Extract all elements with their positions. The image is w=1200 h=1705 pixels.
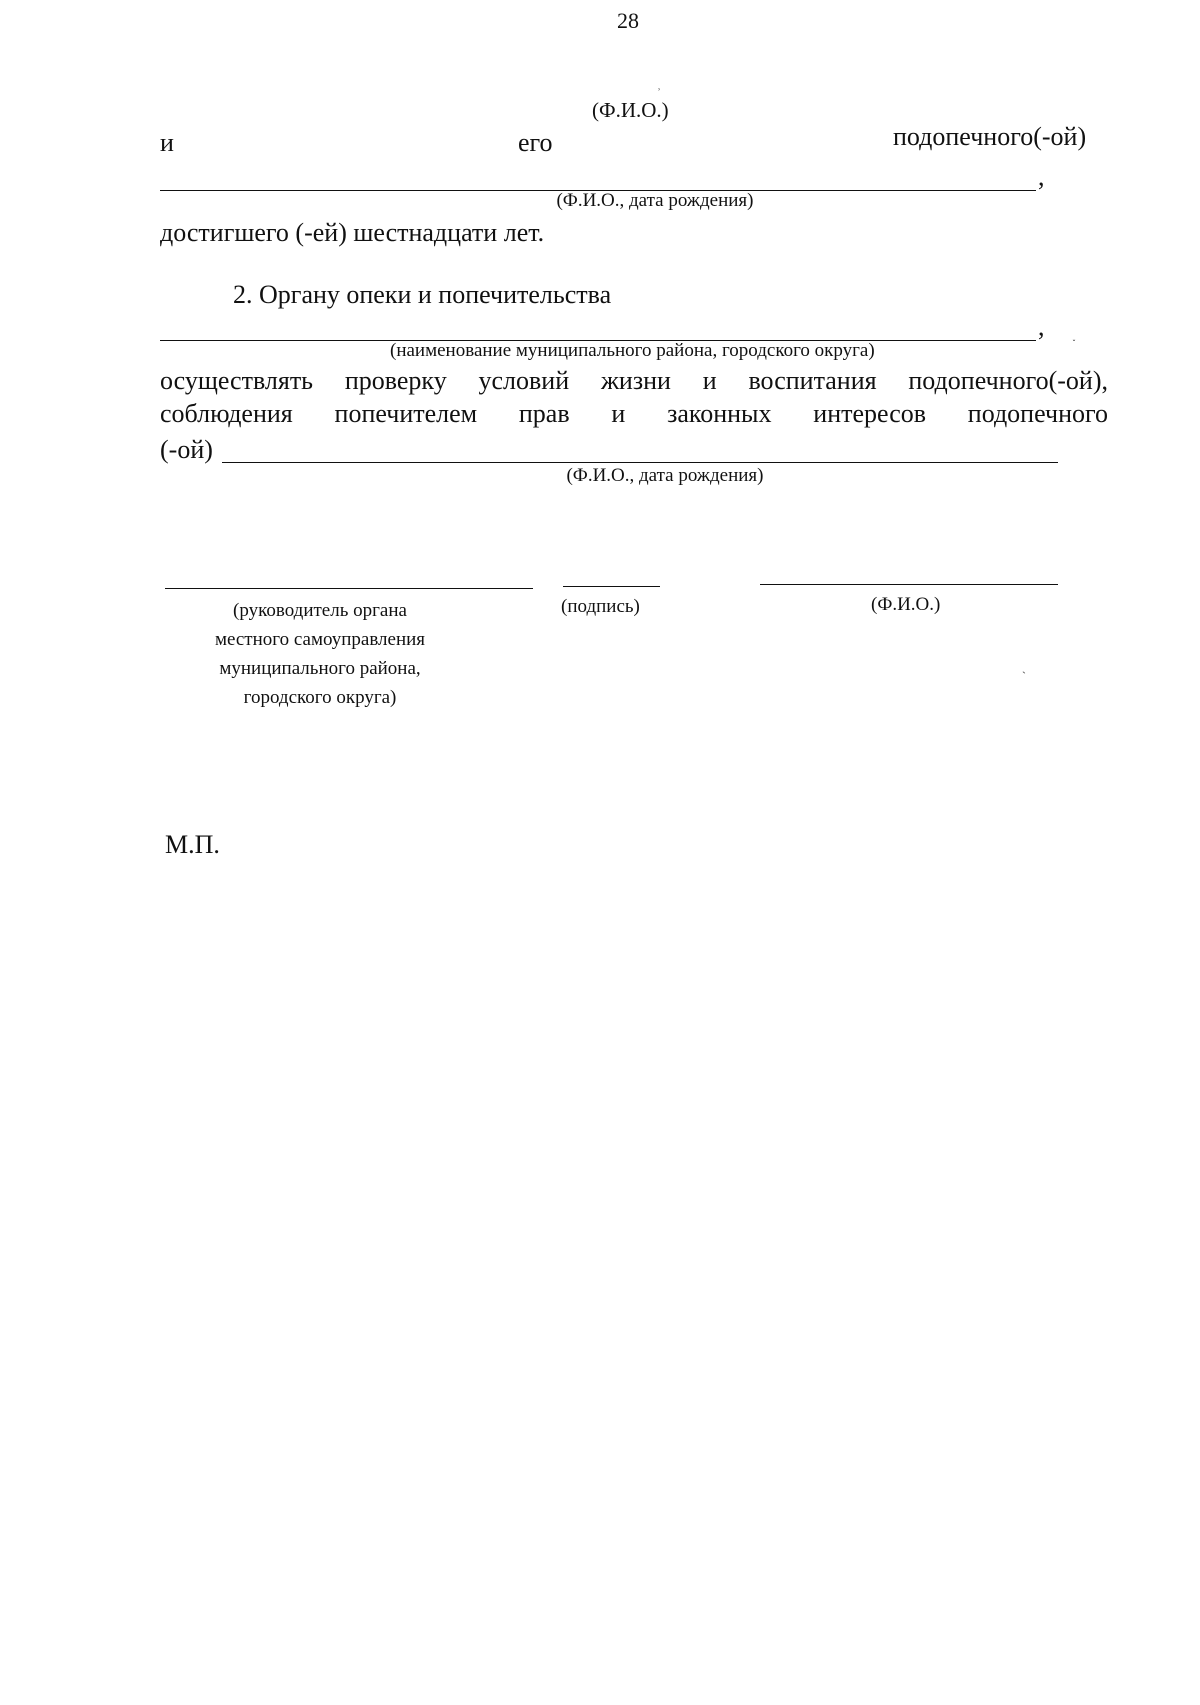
head-caption-line: муниципального района, — [219, 658, 421, 679]
body-line-2: соблюдения попечителем прав и законных интересов подопечного — [160, 399, 1108, 428]
item2-heading: 2. Органу опеки и попечительства — [233, 280, 612, 309]
signature-caption: (подпись) — [561, 596, 640, 617]
word-ward: подопечного(-ой) — [893, 122, 1087, 151]
body-line-1: осуществлять проверку условий жизни и воспитания подопечного(-ой), — [160, 366, 1108, 395]
reached-sixteen-text: достигшего (-ей) шестнадцати лет. — [160, 218, 545, 247]
comma-1: , — [1038, 162, 1045, 191]
head-caption-line: (руководитель органа — [233, 600, 407, 621]
name-caption: (Ф.И.О.) — [871, 594, 941, 615]
scan-speck: ˏ — [1022, 660, 1026, 674]
caption-fio-birth-2: (Ф.И.О., дата рождения) — [566, 465, 764, 486]
head-signature-line — [165, 588, 533, 589]
word-his: его — [518, 128, 553, 157]
caption-fio-birth: (Ф.И.О., дата рождения) — [556, 190, 754, 211]
head-caption-line: местного самоуправления — [214, 629, 426, 650]
body-line-3: (-ой) — [160, 435, 213, 464]
comma-2: , — [1038, 312, 1045, 341]
head-caption-line: городского округа) — [243, 687, 397, 708]
caption-fio: (Ф.И.О.) — [592, 98, 669, 122]
scan-speck: ˒ — [657, 80, 661, 94]
name-line — [760, 584, 1058, 585]
signature-line — [563, 586, 660, 587]
caption-municipality: (наименование муниципального района, городского округа) — [390, 340, 875, 361]
scan-speck: ˯ — [1072, 328, 1076, 342]
page-number: 28 — [617, 8, 639, 33]
stamp-place: М.П. — [165, 830, 220, 859]
head-caption — [160, 596, 480, 712]
ward-name-blank-line-2 — [222, 462, 1058, 463]
word-and: и — [160, 128, 174, 157]
